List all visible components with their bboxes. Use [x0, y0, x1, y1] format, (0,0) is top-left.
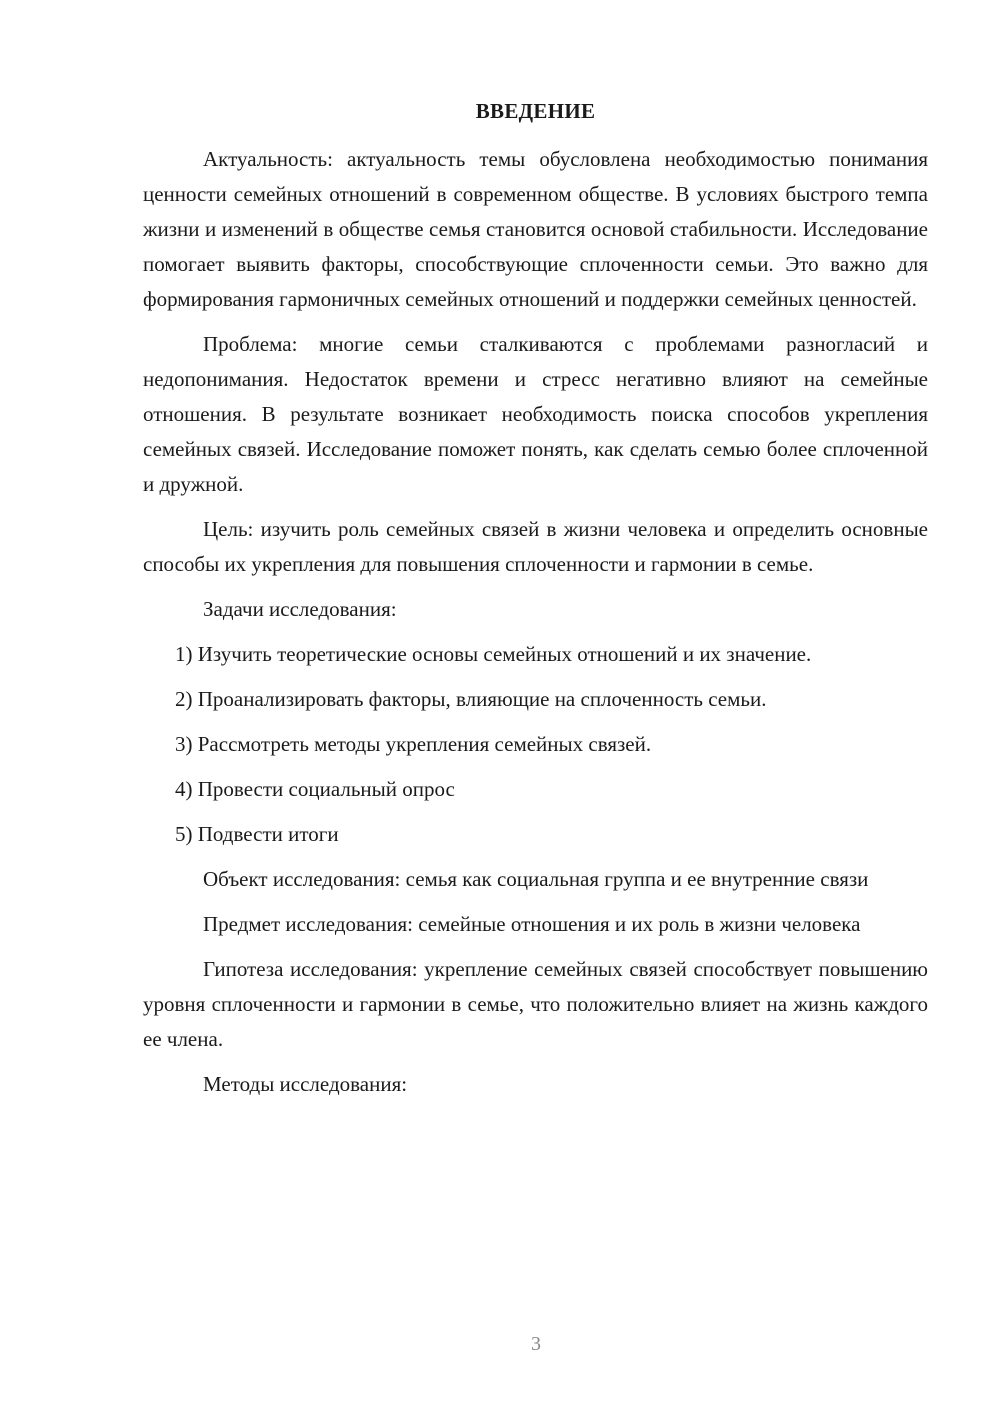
list-item: 2) Проанализировать факторы, влияющие на сплоченность семьи.: [175, 687, 767, 711]
paragraph-subject: Предмет исследования: семейные отношения и их роль в жизни человека: [203, 912, 861, 936]
list-item: 5) Подвести итоги: [175, 822, 339, 846]
tasks-heading: Задачи исследования:: [203, 597, 397, 621]
section-title: ВВЕДЕНИЕ: [475, 99, 596, 123]
paragraph-problem: Проблема: многие семьи сталкиваются с проблемами разногласий и недопонимания. Недостаток времени и стресс негативно влияют на семейные отношения. В результате возникает необходимость поиска способов укрепления семейных связей. Исследование поможет понять, как сделать семью более сплоченной и дружной.: [143, 332, 928, 496]
paragraph-object: Объект исследования: семья как социальная группа и ее внутренние связи: [203, 867, 869, 891]
list-item: 1) Изучить теоретические основы семейных отношений и их значение.: [175, 642, 812, 666]
paragraph-goal: Цель: изучить роль семейных связей в жизни человека и определить основные способы их укрепления для повышения сплоченности и гармонии в семье.: [143, 517, 928, 576]
paragraph-hypothesis: Гипотеза исследования: укрепление семейных связей способствует повышению уровня сплоченности и гармонии в семье, что положительно влияет на жизнь каждого ее члена.: [143, 957, 928, 1051]
tasks-list: [143, 637, 928, 852]
methods-heading: Методы исследования:: [203, 1072, 408, 1096]
list-item: 4) Провести социальный опрос: [175, 777, 455, 801]
list-item: 3) Рассмотреть методы укрепления семейных связей.: [175, 732, 652, 756]
document-page: [143, 94, 928, 1112]
paragraph-relevance: Актуальность: актуальность темы обусловлена необходимостью понимания ценности семейных отношений в современном обществе. В условиях быстрого темпа жизни и изменений в обществе семья становится основой стабильности. Исследование помогает выявить факторы, способствующие сплоченности семьи. Это важно для формирования гармоничных семейных отношений и поддержки семейных ценностей.: [143, 147, 928, 311]
page-number: 3: [531, 1333, 541, 1355]
